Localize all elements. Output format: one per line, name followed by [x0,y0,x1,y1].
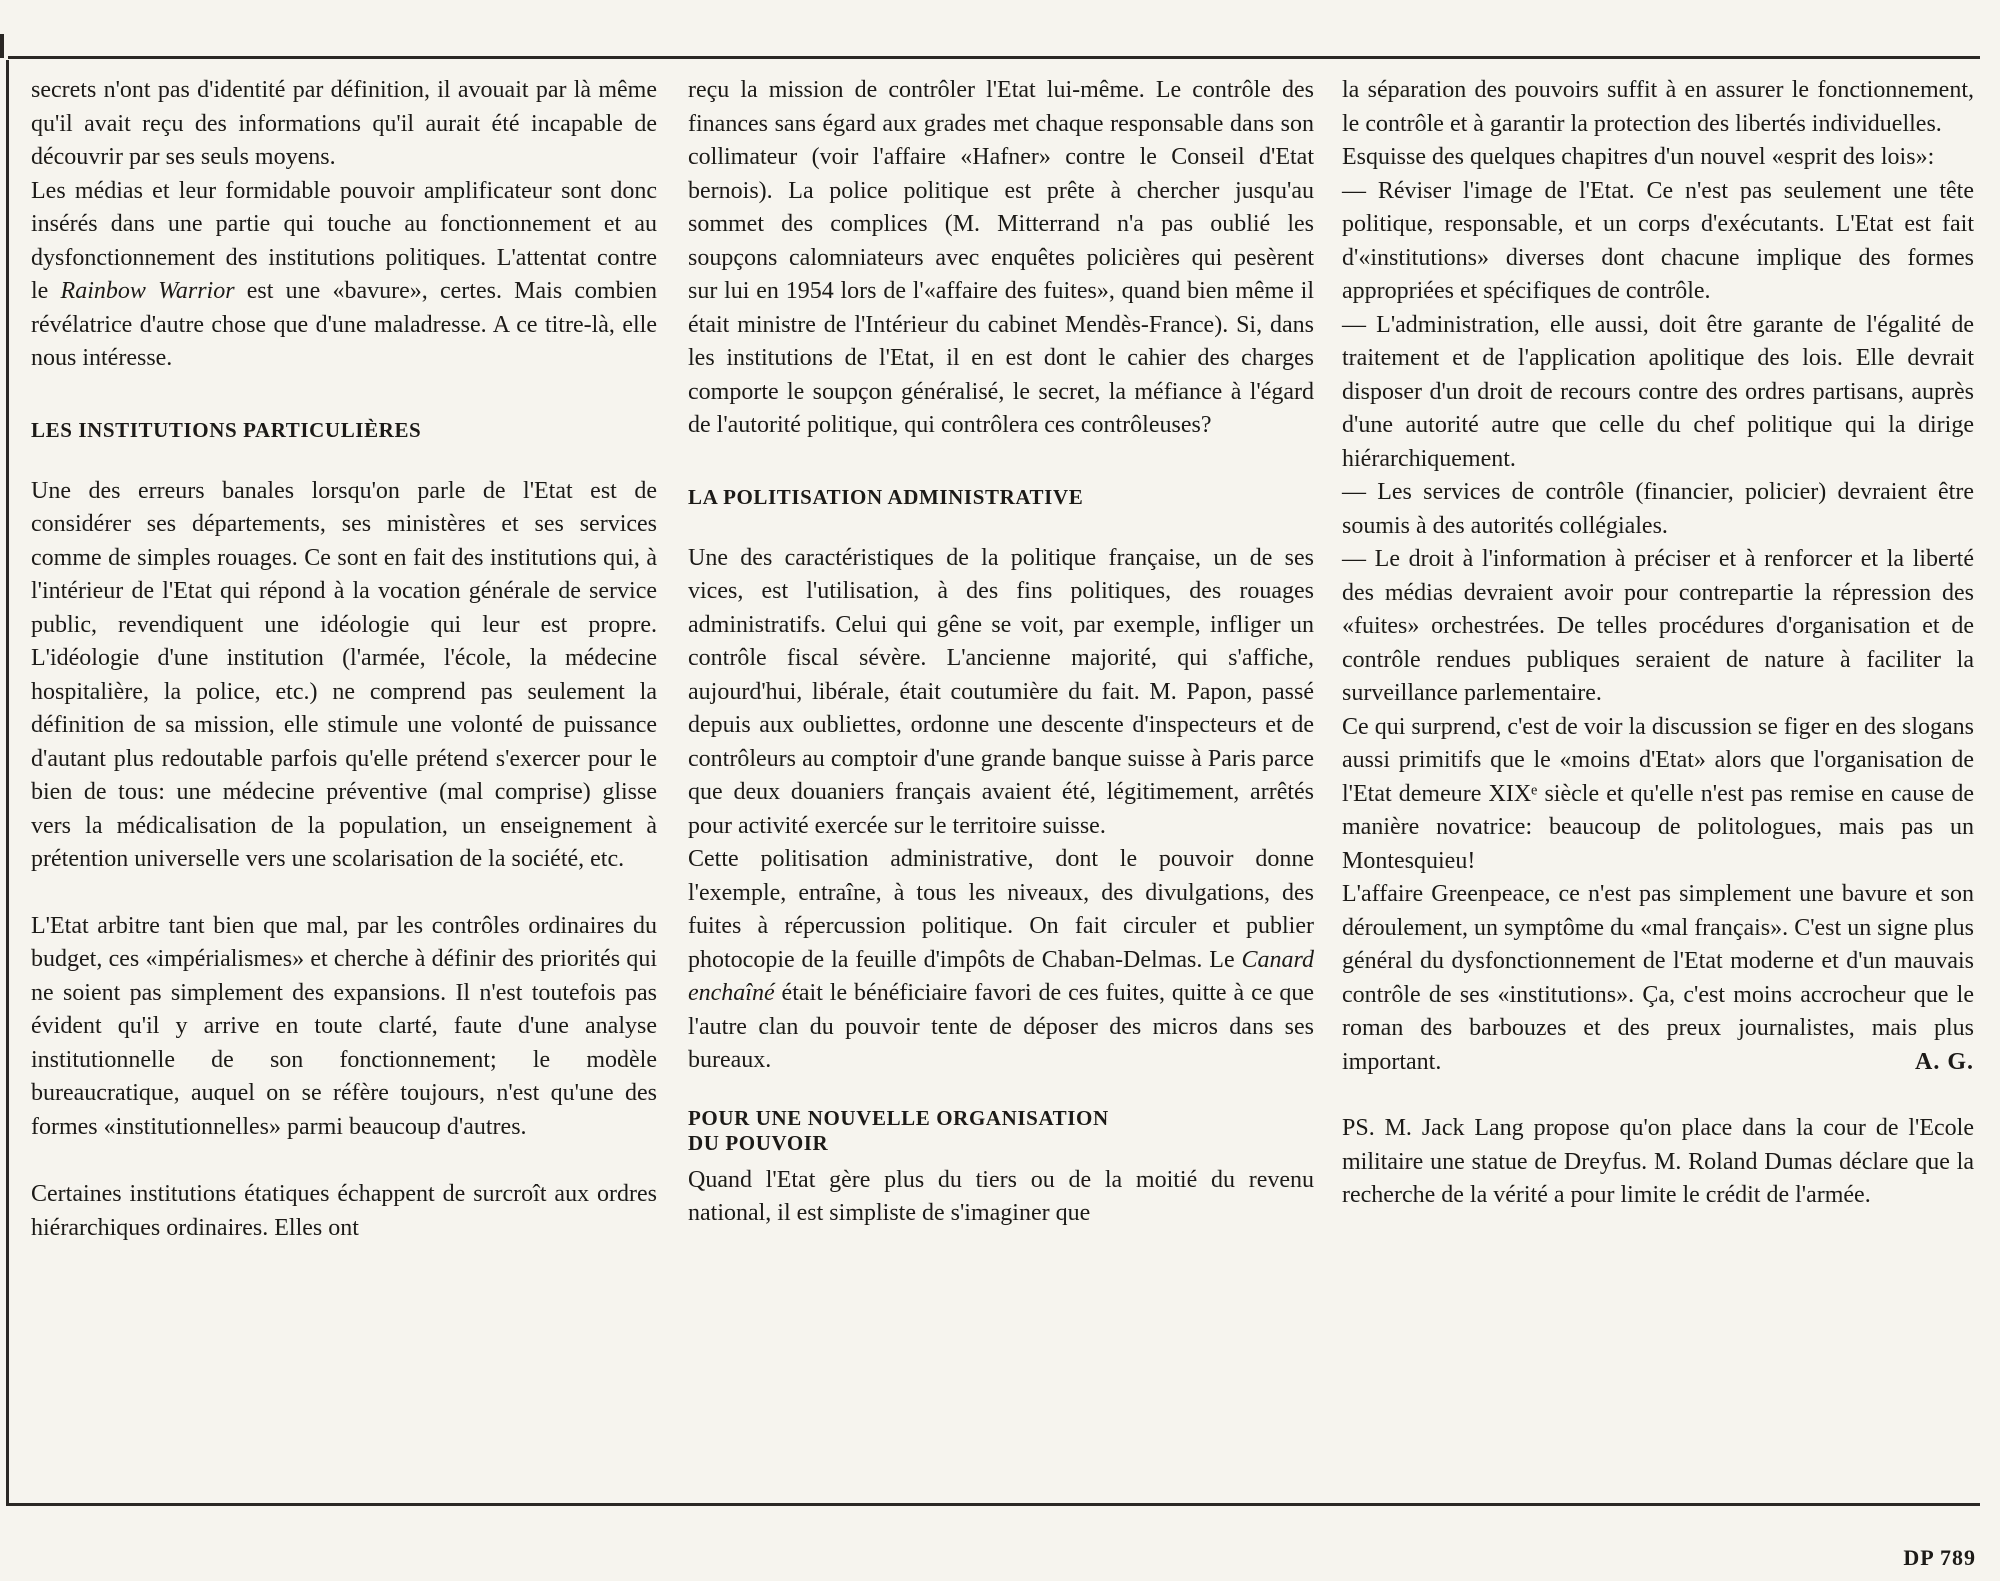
col3-list-item-1: — Réviser l'image de l'Etat. Ce n'est pas seulement une tête politique, responsable, et un corps d'exécutants. L'Etat est fait d'«institutions» diverses dont chacune implique des formes appropriées et spécifiques de contrôle. [1342,177,1974,304]
column-left [31,74,657,1245]
canard-enchaine-title: Canard enchaîné [688,946,1314,1006]
top-rule [8,56,1980,59]
left-margin-rule [6,60,9,1506]
col3-paragraph-8: L'affaire Greenpeace, ce n'est pas simplement une bavure et son déroulement, un symptôme du «mal français». C'est un signe plus général du dysfonctionnement de l'Etat moderne et d'un mauvais contrôle de ses «institutions». Ça, c'est moins accrocheur que le roman des barbouzes et des preux journalistes, mais plus important. A. G. [1342,878,1974,1079]
top-rule-tick [0,34,4,58]
col2-paragraph-1: reçu la mission de contrôler l'Etat lui-même. Le contrôle des finances sans égard aux grades met chaque responsable dans son collimateur (voir l'affaire «Hafner» contre le Conseil d'Etat bernois). La police politique est prête à chercher jusqu'au sommet des complices (M. Mitterrand n'a pas oublié les soupçons calomniateurs avec enquêtes policières qui pesèrent sur lui en 1954 lors de l'«affaire des fuites», quand bien même il était ministre de l'Intérieur du cabinet Mendès-France). Si, dans les institutions de l'Etat, il en est dont le cahier des charges comporte le soupçon généralisé, le secret, la méfiance à l'égard de l'autorité politique, qui contrôlera ces contrôleuses? [688,77,1314,438]
col1-paragraph-2: Les médias et leur formidable pouvoir amplificateur sont donc insérés dans une partie qui touche au fonctionnement et au dysfonctionnement des institutions politiques. L'attentat contre le Rainbow Warrior est une «bavure», certes. Mais combien révélatrice d'autre chose que d'une maladresse. A ce titre-là, elle nous intéresse. [31,177,657,371]
author-signature: A. G. [1915,1048,1974,1075]
col1-paragraph-1: secrets n'ont pas d'identité par définition, il avouait par là même qu'il avait reçu des informations qu'il aurait été incapable de découvrir par ses seuls moyens. [31,77,657,170]
col1-paragraph-5: Certaines institutions étatiques échappent de surcroît aux ordres hiérarchiques ordinaires. Elles ont [31,1181,657,1241]
col3-list-item-3: — Les services de contrôle (financier, policier) devraient être soumis à des autorités collégiales. [1342,479,1974,539]
col3-paragraph-2: Esquisse des quelques chapitres d'un nouvel «esprit des lois»: [1342,144,1935,170]
section-heading-organisation: POUR UNE NOUVELLE ORGANISATION DU POUVOIR [688,1105,1109,1155]
col3-postscript: PS. M. Jack Lang propose qu'on place dans la cour de l'Ecole militaire une statue de Dreyfus. M. Roland Dumas déclare que la recherche de la vérité a pour limite le crédit de l'armée. [1342,1115,1974,1208]
col2-paragraph-2: Une des caractéristiques de la politique française, un de ses vices, est l'utilisation, à des fins politiques, des rouages administratifs. Celui qui gêne se voit, par exemple, infliger un contrôle fiscal sévère. L'ancienne majorité, qui s'affiche, aujourd'hui, libérale, était coutumière du fait. M. Papon, passé depuis aux oubliettes, ordonne une descente d'inspecteurs et de contrôleurs au comptoir d'une grande banque suisse à Paris parce que deux douaniers français avaient été, légitimement, arrêtés pour activité exercée sur le territoire suisse. [688,544,1314,839]
rainbow-warrior-title: Rainbow Warrior [60,278,235,304]
col3-list-item-4: — Le droit à l'information à préciser et à renforcer et la liberté des médias devraient avoir pour contrepartie la répression des «fuites» orchestrées. De telles procédures d'organisation et de contrôle rendues publiques seraient de nature à faciliter la surveillance parlementaire. [1342,546,1974,706]
column-right [1342,74,1974,1213]
col3-paragraph-7: Ce qui surprend, c'est de voir la discussion se figer en des slogans aussi primitifs que le «moins d'Etat» alors que l'organisation de l'Etat demeure XIXᵉ siècle et qu'elle n'est pas remise en cause de manière novatrice: beaucoup de politologues, mais pas un Montesquieu! [1342,713,1974,874]
col3-list-item-2: — L'administration, elle aussi, doit être garante de l'égalité de traitement et de l'application apolitique des lois. Elle devrait disposer d'un droit de recours contre des ordres partisans, auprès d'une autorité autre que celle du chef politique qui la dirige hiérarchiquement. [1342,311,1974,472]
column-middle [688,74,1314,1231]
col2-paragraph-3: Cette politisation administrative, dont le pouvoir donne l'exemple, entraîne, à tous les niveaux, des divulgations, des fuites à répercussion politique. On fait circuler et publier photocopie de la feuille d'impôts de Chaban-Delmas. Le Canard enchaîné était le bénéficiaire favori de ces fuites, quitte à ce que l'autre clan du pouvoir tente de déposer des micros dans ses bureaux. [688,846,1314,1073]
section-heading-politisation: LA POLITISATION ADMINISTRATIVE [688,484,1084,509]
col1-paragraph-3: Une des erreurs banales lorsqu'on parle de l'Etat est de considérer ses départements, ses ministères et ses services comme de simples rouages. Ce sont en fait des institutions qui, à l'intérieur de l'Etat qui répond à la vocation générale de service public, revendiquent une idéologie qui leur est propre. L'idéologie d'une institution (l'armée, l'école, la médecine hospitalière, la police, etc.) ne comprend pas seulement la définition de sa mission, elle stimule une volonté de puissance d'autant plus redoutable parfois qu'elle prétend s'exercer pour le bien de tous: une médecine préventive (mal comprise) glisse vers la médicalisation de la population, un enseignement à prétention universelle vers une scolarisation de la société, etc. [31,477,657,872]
page-number: DP 789 [1903,1545,1976,1570]
section-heading-institutions: LES INSTITUTIONS PARTICULIÈRES [31,417,422,442]
col3-paragraph-1: la séparation des pouvoirs suffit à en assurer le fonctionnement, le contrôle et à garantir la protection des libertés individuelles. [1342,77,1974,137]
col2-paragraph-4: Quand l'Etat gère plus du tiers ou de la moitié du revenu national, il est simpliste de s'imaginer que [688,1166,1314,1226]
col1-paragraph-4: L'Etat arbitre tant bien que mal, par les contrôles ordinaires du budget, ces «impérialismes» et cherche à définir des priorités qui ne soient pas simplement des expansions. Il n'est toutefois pas évident qu'il y arrive en toute clarté, faute d'une analyse institutionnelle de son fonctionnement; le modèle bureaucratique, auquel on se réfère toujours, n'est qu'une des formes «institutionnelles» parmi beaucoup d'autres. [31,912,657,1140]
bottom-rule [8,1503,1980,1506]
